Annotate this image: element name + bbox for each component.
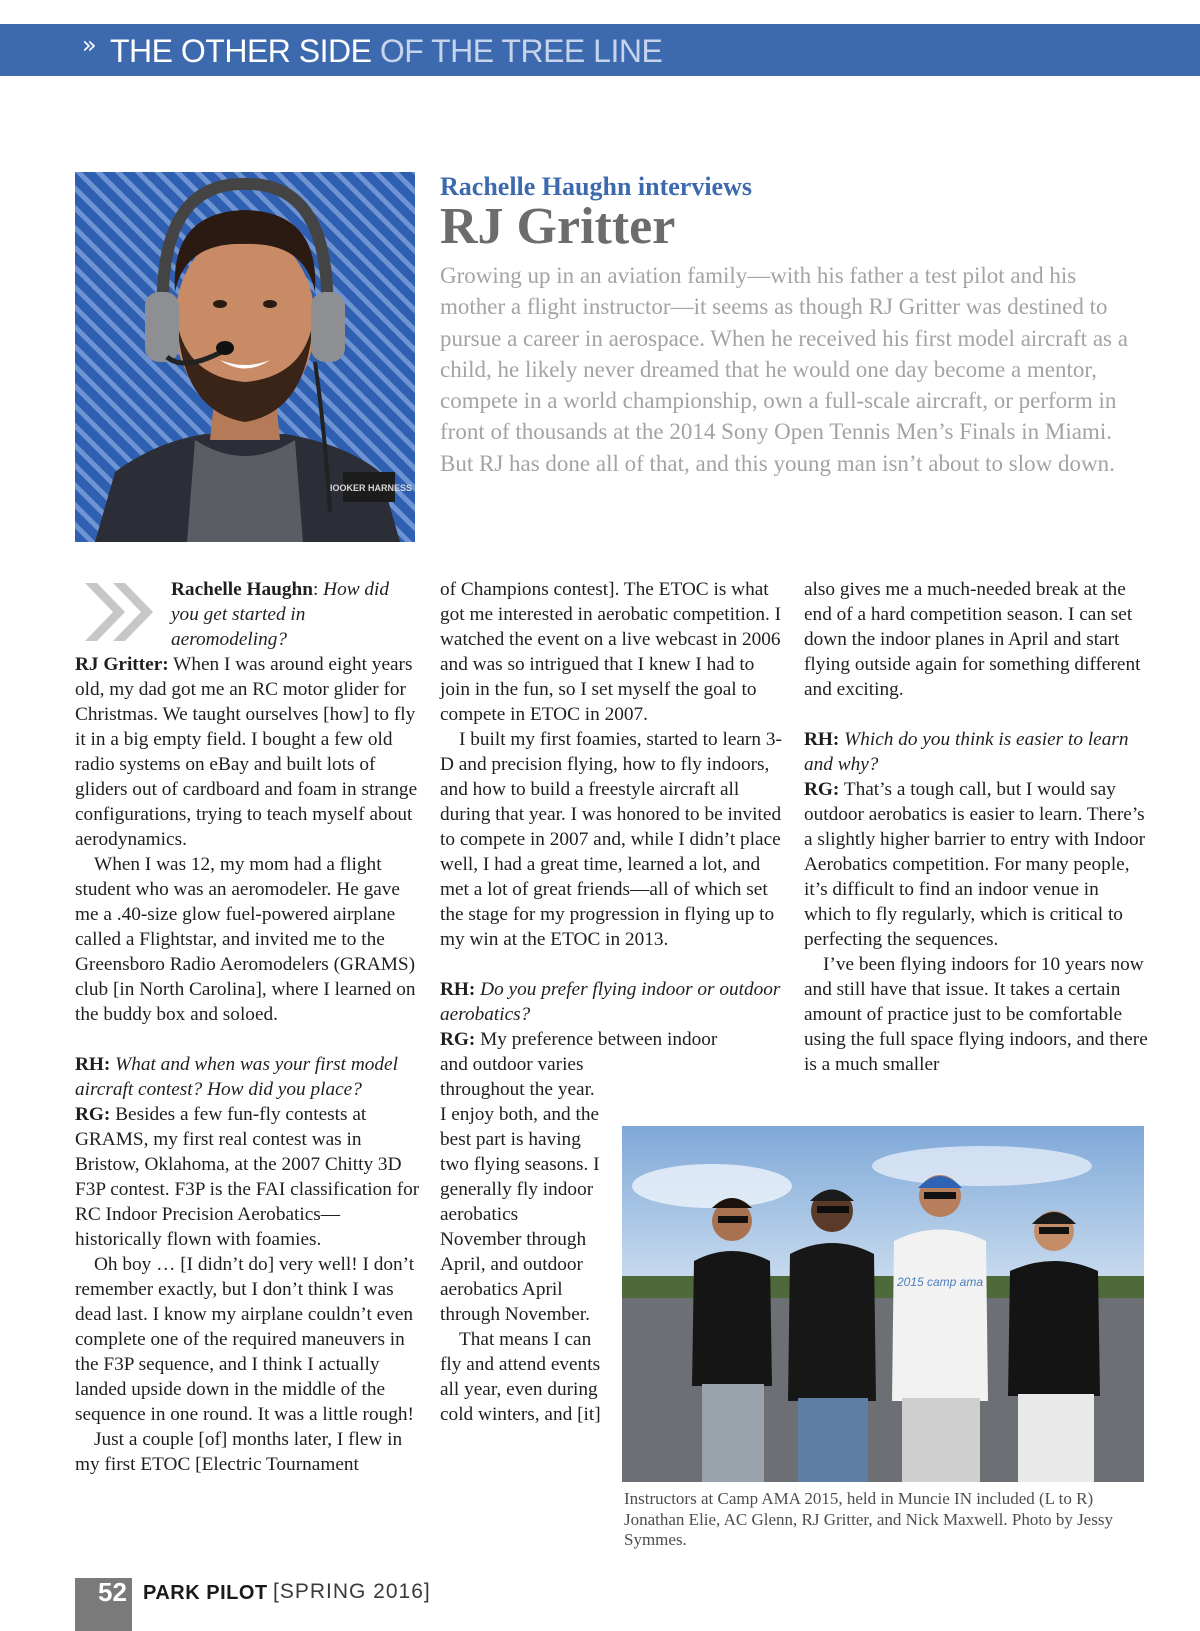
body-column-1	[75, 577, 421, 1477]
harness-label: HOOKER HARNESS	[325, 483, 413, 493]
issue-label: [SPRING 2016]	[273, 1580, 431, 1603]
section-title-secondary: OF THE TREE LINE	[379, 33, 663, 69]
section-title	[110, 32, 662, 70]
photo-caption: Instructors at Camp AMA 2015, held in Muncie IN included (L to R) Jonathan Elie, AC Glenn, RJ Gritter, and Nick Maxwell. Photo by Jessy Symmes.	[624, 1489, 1113, 1549]
double-chevron-quote-icon	[75, 577, 165, 647]
answer-text: That’s a tough call, but I would say outdoor aerobatics is easier to learn. There’s a slightly higher barrier to entry with Indoor Aerobatics competition. For many people, it’s difficult to find an indoor venue in which to fly regularly, which is critical to perfecting the sequences.	[804, 779, 1146, 950]
instructors-group-photo	[622, 1126, 1144, 1482]
paragraph: also gives me a much-needed break at the end of a hard competition season. I can set down the indoor planes in April and start flying outside again for something different and exciting.	[804, 579, 1141, 700]
speaker-label: Rachelle Haughn	[171, 579, 313, 600]
question-2	[75, 1052, 421, 1102]
shirt-print: 2015 camp ama	[896, 1275, 984, 1289]
speaker-label: RG:	[75, 1104, 111, 1125]
question-text: Which do you think is easier to learn and why?	[804, 729, 1129, 775]
question-3	[440, 977, 786, 1027]
paragraph: I’ve been flying indoors for 10 years now and still have that issue. It takes a certain amount of practice just to be comfortable using the full space flying indoors, and there is a much smaller	[804, 954, 1148, 1075]
answer-text: When I was around eight years old, my dad got me an RC motor glider for Christmas. We taught ourselves [how] to fly it in a big empty field. I bought a few old radio systems on eBay and built lots of gliders out of cardboard and foam in strange configurations, trying to teach myself about aerodynamics.	[75, 654, 418, 850]
interviewee-name: RJ Gritter	[440, 198, 676, 255]
portrait-photo	[75, 172, 415, 542]
section-title-primary: THE OTHER SIDE	[110, 33, 372, 69]
answer-3-continued: and outdoor varies throughout the year. I enjoy both, and the best part is having two flying seasons. I generally fly indoor aerobatics November through April, and outdoor aerobatics April through November.	[440, 1054, 600, 1325]
paragraph: Oh boy … [I didn’t do] very well! I don’t remember exactly, but I don’t think I was dead last. I know my airplane couldn’t even complete one of the required maneuvers in the F3P sequence, and I think I actually landed upside down in the middle of the sequence in one round. It was a little rough!	[75, 1254, 415, 1425]
answer-3-lead	[440, 1027, 786, 1052]
speaker-label: RG:	[440, 1029, 476, 1050]
article-byline: Rachelle Haughn interviews	[440, 172, 752, 201]
paragraph: That means I can fly and attend events all year, even during cold winters, and [it]	[440, 1329, 601, 1425]
speaker-label: RG:	[804, 779, 840, 800]
speaker-label: RH:	[804, 729, 840, 750]
answer-text: Besides a few fun-fly contests at GRAMS, my first real contest was in Bristow, Oklahoma, at the 2007 Chitty 3D F3P contest. F3P is the FAI classification for RC Indoor Precision Aerobatics—historically flown with foamies.	[75, 1104, 420, 1250]
speaker-colon: :	[312, 579, 324, 600]
paragraph: I built my first foamies, started to learn 3-D and precision flying, how to fly indoors, and how to build a freestyle aircraft all during that year. I was honored to be invited to compete in 2007 and, while I didn’t place well, I had a great time, learned a lot, and met a lot of great friends—all of which set the stage for my progression in flying up to my win at the ETOC in 2013.	[440, 729, 782, 950]
body-column-3	[804, 577, 1150, 1077]
answer-text: My preference between indoor	[475, 1029, 718, 1050]
speaker-label: RH:	[75, 1054, 111, 1075]
speaker-label: RH:	[440, 979, 476, 1000]
speaker-label: RJ Gritter:	[75, 654, 169, 675]
question-text: Do you prefer flying indoor or outdoor aerobatics?	[440, 979, 781, 1025]
paragraph: of Champions contest]. The ETOC is what got me interested in aerobatic competition. I watched the event on a live webcast in 2006 and was so intrigued that I knew I had to join in the fun, so I set myself the goal to compete in ETOC in 2007.	[440, 579, 782, 725]
question-text: How did you get started in aeromodeling?	[171, 579, 390, 650]
answer-2	[75, 1102, 421, 1252]
magazine-title: PARK PILOT	[143, 1582, 268, 1604]
paragraph: Just a couple [of] months later, I flew in my first ETOC [Electric Tournament	[75, 1429, 403, 1475]
answer-4	[804, 777, 1150, 952]
paragraph: When I was 12, my mom had a flight student who was an aeromodeler. He gave me a .40-size glow fuel-powered airplane called a Flightstar, and invited me to the Greensboro Radio Aeromodelers (GRAMS) club [in North Carolina], where I learned on the buddy box and soloed.	[75, 854, 416, 1025]
question-text: What and when was your first model aircraft contest? How did you place?	[75, 1054, 398, 1100]
question-4	[804, 727, 1150, 777]
double-chevron-icon: »	[82, 31, 97, 59]
page-number: 52	[98, 1577, 127, 1607]
article-intro: Growing up in an aviation family—with his father a test pilot and his mother a flight instructor—it seems as though RJ Gritter was destined to pursue a career in aerospace. When he received his first model aircraft as a child, he likely never dreamed that he would one day become a mentor, compete in a world championship, own a full-scale aircraft, or perform in front of thousands at the 2014 Sony Open Tennis Men’s Finals in Miami. But RJ has done all of that, and this young man isn’t about to slow down.	[440, 263, 1128, 476]
